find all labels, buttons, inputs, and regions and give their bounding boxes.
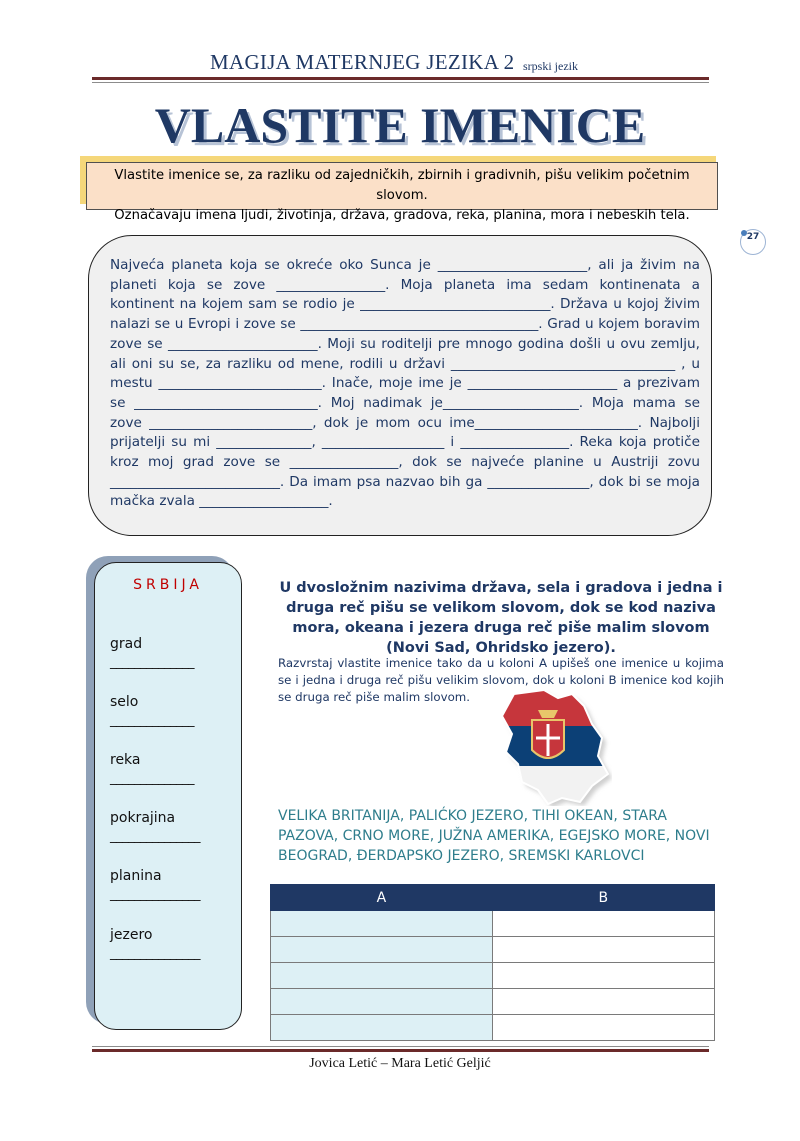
task-instructions: Razvrstaj vlastite imenice tako da u koloni A upišeš one imenice u kojima se i jedna i druga reč pišu velikim slovom, dok u koloni B imenice kod kojih se druga reč piše malim slovom. (278, 656, 724, 704)
cell-a[interactable] (271, 989, 493, 1015)
column-a-header: A (271, 885, 493, 911)
table-row (271, 911, 715, 937)
definition-line-2: Označavaju imena ljudi, životinja, država, gradova, reka, planina, mora i nebeskih tela. (114, 208, 690, 223)
definition-box (86, 162, 718, 223)
cell-a[interactable] (271, 937, 493, 963)
subject-label: srpski jezik (523, 59, 578, 73)
card-item-label: jezero (110, 927, 153, 943)
capitalization-rule: U dvosložnim nazivima država, sela i gradova i jedna i druga reč pišu se velikom slovom, dok se kod naziva mora, okeana i jezera druga reč piše malim slovom (Novi Sad, Ohridsko jezero). (279, 580, 723, 656)
table-row (271, 937, 715, 963)
card-item-label: reka (110, 752, 141, 768)
card-item-label: planina (110, 868, 162, 884)
definition-line-1: Vlastite imenice se, za razliku od zajedničkih, zbirnih i gradivnih, pišu velikim početnim slovom. (114, 168, 690, 203)
table-row (271, 963, 715, 989)
serbia-card-title: SRBIJA (133, 577, 203, 593)
table-row (271, 1015, 715, 1041)
card-item-blank[interactable]: _______________ (110, 829, 200, 844)
serbia-map-icon (492, 686, 612, 806)
cell-b[interactable] (492, 963, 714, 989)
footer-rule (92, 1049, 709, 1052)
cell-a[interactable] (271, 1015, 493, 1041)
story-text: Najveća planeta koja se okreće oko Sunca je ______________________, ali ja živim na planeti koja se zove ________________. Moja planeta ima sedam kontinenata a kontinent na kojem sam se rodio je ____________________________. Država u kojoj živim nalazi se u Evropi i zove se ___________________________________. Grad u kojem boravim zove se ______________________. Moji su roditelji pre mnogo godina došli u ovu zemlju, ali oni su se, za razliku od mene, rodili u državi _________________________________ , u mestu ________________________. Inače, moje ime je ______________________ a prezivam se ___________________________. Moj nadimak je____________________. Moja mama se zove ________________________, dok je mom ocu ime________________________. Najbolji prijatelji su mi ______________, __________________ i ________________. Reka koja protiče kroz moj grad zove se ________________, dok se najveće planine u Austriji zovu _________________________. Da imam psa nazvao bih ga _______________, dok bi se moja mačka zvala ___________________. (110, 257, 700, 510)
word-list: VELIKA BRITANIJA, PALIĆKO JEZERO, TIHI OKEAN, STARA PAZOVA, CRNO MORE, JUŽNA AMERIKA, EGEJSKO MORE, NOVI BEOGRAD, ĐERDAPSKO JEZERO, SREMSKI KARLOVCI (278, 808, 710, 864)
header-rule-thin (92, 82, 709, 83)
cell-a[interactable] (271, 911, 493, 937)
cell-b[interactable] (492, 937, 714, 963)
page-title: VLASTITE IMENICE (154, 97, 646, 153)
footer-rule-thin (92, 1046, 709, 1047)
card-item-label: grad (110, 636, 143, 652)
book-title: MAGIJA MATERNJEG JEZIKA 2 (210, 50, 515, 74)
card-item-blank[interactable]: ______________ (110, 713, 194, 728)
card-item-blank[interactable]: _______________ (110, 887, 200, 902)
card-item-label: pokrajina (110, 810, 176, 826)
sorting-table (270, 884, 715, 1041)
header-rule (92, 77, 709, 80)
page-badge-dot (741, 230, 747, 236)
cell-a[interactable] (271, 963, 493, 989)
cell-b[interactable] (492, 989, 714, 1015)
card-item-blank[interactable]: _______________ (110, 946, 200, 961)
table-row (271, 989, 715, 1015)
card-item-label: selo (110, 694, 139, 710)
card-item-blank[interactable]: ______________ (110, 771, 194, 786)
footer-authors: Jovica Letić – Mara Letić Geljić (309, 1056, 491, 1071)
cell-b[interactable] (492, 911, 714, 937)
card-item-blank[interactable]: ______________ (110, 655, 194, 670)
page-number: 27 (746, 232, 760, 242)
cell-b[interactable] (492, 1015, 714, 1041)
column-b-header: B (492, 885, 714, 911)
